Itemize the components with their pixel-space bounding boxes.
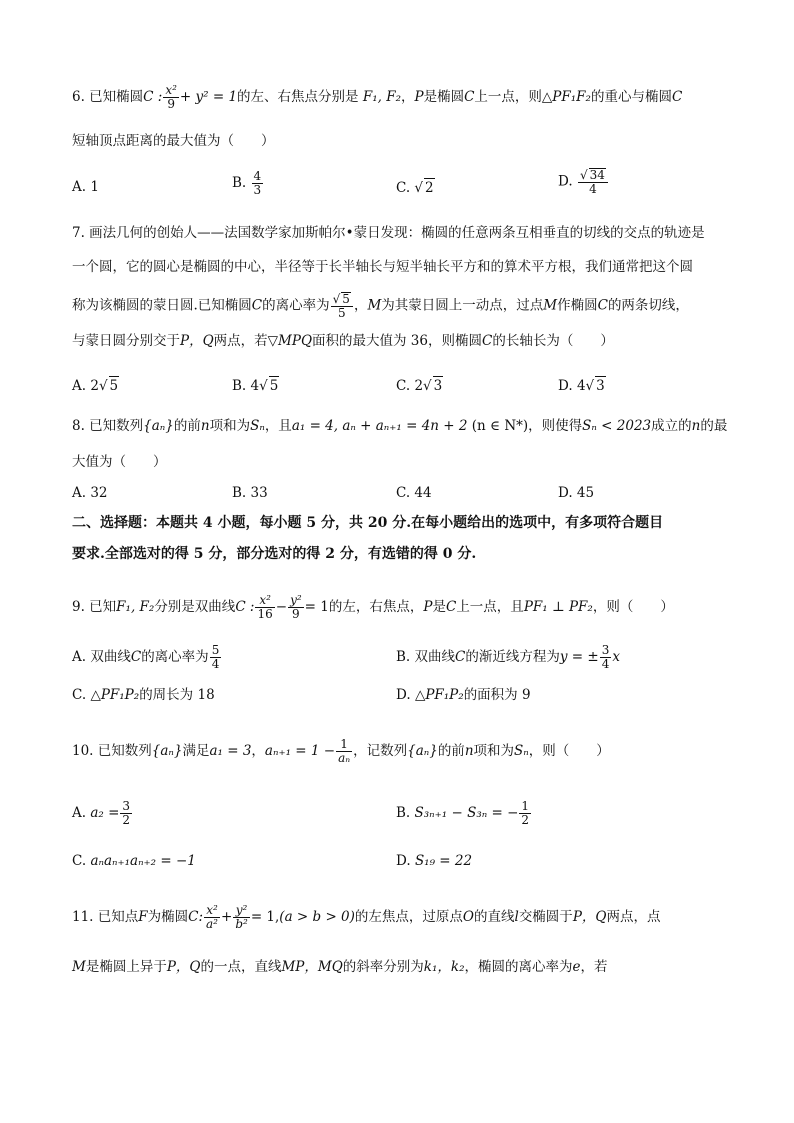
- q9-t3: 是: [432, 599, 446, 615]
- q6-c: C: [464, 89, 475, 105]
- q9-t4: 上一点，且: [456, 599, 524, 615]
- q9-d1: 16: [257, 607, 273, 621]
- q7-option-c-rad: 3: [433, 378, 443, 394]
- q11-t4: 交椭圆于: [518, 909, 573, 925]
- q6-text5: 的重心与椭圆: [590, 89, 672, 105]
- q7-option-d-rad: 3: [596, 378, 605, 394]
- q8-line-1: [72, 417, 727, 435]
- q9-n1: x²: [255, 594, 274, 608]
- q7-ecc-num: 5: [342, 292, 350, 306]
- q9-optA-c: C: [130, 649, 142, 665]
- q6-line-1: [72, 84, 682, 111]
- q6-option-d-frac: $\frac{√ 34}{4}$: [578, 168, 608, 196]
- q9-optB-eq: y = ±: [559, 649, 599, 665]
- q6-option-b-label: B.: [232, 175, 247, 191]
- q9-option-a: [72, 644, 222, 671]
- q9-perp: PF₁ ⊥ PF₂: [523, 599, 593, 615]
- q6-text1: 的左、右焦点分别是: [237, 89, 359, 105]
- q11-line2a: M: [72, 959, 86, 975]
- q8-cond: a₁ = 4, aₙ + aₙ₊₁ = 4n + 2: [291, 418, 468, 434]
- q11-d1: a²: [206, 917, 218, 931]
- q7-option-b-rad: 5: [269, 378, 279, 394]
- q8-option-a: A. 32: [72, 485, 108, 501]
- q9-option-b: [396, 644, 620, 671]
- q6-ellipse-frac: [163, 84, 179, 111]
- q6-option-b-num: 4: [253, 169, 262, 183]
- q9-optA-num: 5: [211, 643, 220, 657]
- q8-option-d: D. 45: [558, 485, 595, 501]
- q10-t5: 项和为: [473, 743, 515, 759]
- q6-option-d-den: 4: [589, 182, 597, 196]
- q10-option-b: [396, 800, 532, 827]
- q8-line1e: ，则使得: [528, 418, 583, 434]
- q9-frac-1: [255, 594, 274, 621]
- q11-line2h: ，椭圆的离心率为: [464, 959, 573, 975]
- q10-optD-eq: S₁₉ = 22: [414, 853, 473, 869]
- q7-line4cc: C: [482, 333, 493, 349]
- q6-option-d-num: 34: [589, 168, 605, 182]
- q11-cond: (a > b > 0): [279, 909, 355, 925]
- q10-option-a: [72, 800, 133, 827]
- q7-option-b: B. 4√ 5: [232, 378, 279, 394]
- q11-line2i: e: [572, 959, 581, 975]
- q10-t3: ，记数列: [353, 743, 408, 759]
- q8-seq: {aₙ}: [143, 418, 174, 434]
- q9-optC-text: C.: [72, 687, 87, 703]
- q10-option-d: [396, 852, 472, 870]
- q7-option-d-coef: 4: [576, 378, 586, 394]
- q6-frac-den: 9: [167, 97, 175, 111]
- q10-optB-eq: S₃ₙ₊₁ − S₃ₙ = −: [414, 805, 519, 821]
- q6-option-b: [232, 170, 264, 197]
- q7-line3m: M: [367, 297, 382, 314]
- q10-seq2: {aₙ}: [407, 743, 438, 759]
- q8-sn: Sₙ: [250, 418, 265, 434]
- q10-seq: {aₙ}: [151, 743, 183, 759]
- q9-n2: y²: [290, 593, 302, 607]
- q10-a1: a₁ = 3: [209, 743, 252, 759]
- q6-tri: △PF₁F₂: [541, 89, 591, 105]
- q8-option-b: B. 33: [232, 485, 268, 501]
- q7-line3a: 称为该椭圆的蒙日圆.已知椭圆: [72, 297, 252, 314]
- q11-line2g: k₁，k₂: [423, 959, 465, 975]
- q10-optB-label: B.: [396, 805, 411, 821]
- q10-rec: aₙ₊₁ = 1 −: [264, 743, 336, 759]
- q9-t5: ，则（ ）: [592, 599, 674, 615]
- q11-t1: 为椭圆: [147, 909, 189, 925]
- q10-t2: ，: [251, 743, 265, 759]
- q10-option-c: [72, 852, 196, 870]
- q7-line4pq: P，Q: [180, 333, 214, 349]
- q6-p: P: [414, 89, 424, 105]
- q6-option-c-label: C.: [396, 180, 411, 196]
- q11-line2e: MP，MQ: [281, 959, 343, 975]
- q7-line-4: [72, 332, 614, 350]
- q9-optB-x: x: [612, 649, 620, 665]
- q11-pq: P，Q: [572, 909, 607, 925]
- q9-optB-c: C: [455, 649, 466, 665]
- q11-t5: 两点，点: [606, 909, 661, 925]
- q7-line4b: 两点，若: [213, 333, 268, 349]
- q6-option-d: [558, 168, 609, 196]
- q6-lead: 6. 已知椭圆: [72, 89, 144, 105]
- q11-line2d: 的一点，直线: [200, 959, 282, 975]
- q10-line-1: [72, 738, 610, 765]
- q9-t1: 分别是双曲线: [154, 599, 236, 615]
- q9-p: P: [423, 599, 433, 615]
- q7-line3f: 作椭圆: [557, 297, 598, 314]
- q7-option-b-coef: 4: [250, 378, 260, 394]
- q7-option-d-label: D.: [558, 378, 573, 394]
- q9-d2: 9: [292, 607, 300, 621]
- q11-line2b: 是椭圆上异于: [85, 959, 167, 975]
- q7-line3e: 为其蒙日圆上一动点，过点: [381, 297, 544, 314]
- q9-minus: −: [275, 599, 288, 615]
- q11-t3: 的直线: [473, 909, 515, 925]
- q8-cond2: (n ∈ N*): [471, 418, 529, 434]
- q9-frac-2: [288, 594, 304, 621]
- q7-line-1: 7. 画法几何的创始人——法国数学家加斯帕尔•蒙日发现：椭圆的任意两条互相垂直的切线的交点的轨迹是: [72, 225, 705, 241]
- q9-eq: = 1: [304, 599, 329, 615]
- q10-t1: 满足: [182, 743, 210, 759]
- q10-rden: aₙ: [338, 751, 351, 765]
- q10-lead: 10. 已知数列: [72, 743, 152, 759]
- q9-optA-den: 4: [211, 657, 220, 671]
- q9-lead: 9. 已知: [72, 599, 117, 615]
- q7-option-a-rad: 5: [109, 378, 119, 394]
- q7-line4a: 与蒙日圆分别交于: [72, 333, 180, 349]
- q7-line4tri: ▽MPQ: [267, 333, 313, 349]
- q8-line-2: 大值为（ ）: [72, 454, 167, 470]
- q11-n1: x²: [204, 904, 220, 918]
- q9-optB-text2: 的渐近线方程为: [465, 649, 560, 665]
- q8-n2: n: [691, 418, 701, 434]
- q9-c: C: [445, 599, 457, 615]
- q10-optA-eq: a₂ =: [90, 805, 120, 821]
- q11-line2j: ，若: [580, 959, 608, 975]
- q8-line1a: 8. 已知数列: [72, 418, 144, 434]
- q7-line4d: 的长轴长为（ ）: [492, 333, 614, 349]
- q8-line1f: 成立的: [651, 418, 692, 434]
- q11-line2c: P，Q: [166, 959, 201, 975]
- q7-option-d: D. 4√ 3: [558, 378, 605, 394]
- q10-optB-den: 2: [521, 813, 530, 827]
- q6-option-b-frac: [252, 170, 264, 197]
- q7-option-c-coef: 2: [414, 378, 424, 394]
- q8-option-c: C. 44: [396, 485, 432, 501]
- q10-optB-frac: [519, 800, 531, 827]
- q11-o: O: [462, 909, 474, 925]
- q11-line-2: [72, 958, 607, 976]
- q8-line1b: 的前: [173, 418, 201, 434]
- q7-ecc-frac: $\frac{√ 5}{5}$: [331, 292, 353, 320]
- q9-optD-text: D.: [396, 687, 411, 703]
- q7-ecc-den: 5: [337, 306, 346, 320]
- q9-optB-den: 4: [601, 657, 610, 671]
- q11-f: F: [138, 909, 148, 925]
- q7-line3d: ，: [353, 297, 368, 314]
- q11-lead: 11. 已知点: [72, 909, 139, 925]
- q6-foci: F₁, F₂: [362, 89, 401, 105]
- q11-frac-2: [233, 904, 250, 931]
- q6-option-c: C. √ 2: [396, 180, 434, 196]
- q9-option-d: [396, 686, 531, 704]
- q9-optD-rest: 的面积为 9: [463, 687, 531, 703]
- q9-optB-frac: [600, 644, 612, 671]
- q9-t2: 的左，右焦点，: [328, 599, 424, 615]
- q8-line1d: ，且: [264, 418, 292, 434]
- q7-line3c2: C: [597, 297, 608, 314]
- q6-text3: 是椭圆: [423, 89, 465, 105]
- q11-line2f: 的斜率分别为: [342, 959, 424, 975]
- q9-optA-frac: [210, 644, 222, 671]
- q10-optC-eq: aₙaₙ₊₁aₙ₊₂ = −1: [90, 853, 196, 869]
- q9-optA-text: A. 双曲线: [72, 649, 131, 665]
- q11-cpre: C:: [188, 909, 204, 925]
- q11-plus: +: [221, 909, 233, 925]
- q11-n2: y²: [233, 904, 250, 918]
- q10-sn: Sₙ: [514, 743, 529, 759]
- q9-option-c: [72, 686, 215, 704]
- q6-option-a: A. 1: [72, 179, 99, 195]
- q8-line1c: 项和为: [209, 418, 251, 434]
- q10-t6: ，则（ ）: [528, 743, 610, 759]
- q9-cpre: C :: [235, 599, 255, 615]
- q6-text2: ，: [400, 89, 415, 105]
- q7-option-a-label: A.: [72, 378, 87, 394]
- q10-optB-num: 1: [521, 799, 530, 813]
- q6-c2: C: [671, 89, 683, 105]
- q10-t4: 的前: [437, 743, 465, 759]
- q10-rec-frac: [336, 738, 352, 765]
- q10-optA-num: 3: [122, 799, 131, 813]
- q8-line1g: 的最: [700, 418, 728, 434]
- q7-option-c: C. 2√ 3: [396, 378, 443, 394]
- section-2-heading-line-2: 要求.全部选对的得 5 分，部分选对的得 2 分，有选错的得 0 分.: [72, 546, 477, 562]
- q6-text4: 上一点，则: [474, 89, 542, 105]
- q7-line3g: 的两条切线，: [607, 297, 689, 314]
- q11-eq: = 1,: [250, 909, 280, 925]
- q11-frac-1: [204, 904, 220, 931]
- q8-ineq: Sₙ < 2023: [582, 418, 652, 434]
- q11-l: l: [514, 909, 519, 925]
- q8-n: n: [200, 418, 210, 434]
- q10-rnum: 1: [336, 738, 352, 752]
- q6-option-c-sqrt: 2: [425, 180, 434, 196]
- q9-optC-tri: △PF₁P₂: [90, 687, 140, 703]
- q9-foci: F₁, F₂: [116, 599, 155, 615]
- q9-optA-text2: 的离心率为: [141, 649, 209, 665]
- q11-t2: 的左焦点，过原点: [354, 909, 463, 925]
- q10-n: n: [464, 743, 474, 759]
- q7-line-3: [72, 292, 689, 320]
- q10-optA-frac: [120, 800, 132, 827]
- q6-frac-num: x²: [165, 83, 177, 97]
- q9-optB-text: B. 双曲线: [396, 649, 456, 665]
- q6-line-2: 短轴顶点距离的最大值为（ ）: [72, 133, 275, 149]
- q9-optB-num: 3: [601, 643, 610, 657]
- q7-option-a: A. 2√ 5: [72, 378, 119, 394]
- section-2-heading-line-1: 二、选择题：本题共 4 小题，每小题 5 分，共 20 分.在每小题给出的选项中，有多项符合题目: [72, 515, 664, 531]
- q11-line-1: [72, 904, 660, 931]
- q6-option-b-den: 3: [253, 183, 262, 197]
- q10-optD-label: D.: [396, 853, 411, 869]
- q6-ellipse-prefix: C :: [143, 89, 163, 105]
- q9-optC-rest: 的周长为 18: [139, 687, 215, 703]
- q10-optA-den: 2: [122, 813, 131, 827]
- q9-line-1: [72, 594, 674, 621]
- q10-optC-label: C.: [72, 853, 87, 869]
- q10-optA-label: A.: [72, 805, 87, 821]
- q7-line-2: 一个圆，它的圆心是椭圆的中心，半径等于长半轴长与短半轴长平方和的算术平方根，我们通常把这个圆: [72, 259, 693, 275]
- q6-option-d-label: D.: [558, 173, 573, 190]
- q7-line4c: 面积的最大值为 36，则椭圆: [312, 333, 482, 349]
- q7-option-c-label: C.: [396, 378, 411, 394]
- q7-option-b-label: B.: [232, 378, 247, 394]
- q7-line3m2: M: [543, 297, 558, 314]
- q7-line3b: 的离心率为: [262, 297, 330, 314]
- q7-option-a-coef: 2: [90, 378, 99, 394]
- q9-optD-tri: △PF₁P₂: [414, 687, 464, 703]
- q7-line3c: C: [251, 297, 263, 314]
- q11-d2: b²: [235, 917, 248, 931]
- q6-ellipse-rest: + y² = 1: [179, 89, 238, 105]
